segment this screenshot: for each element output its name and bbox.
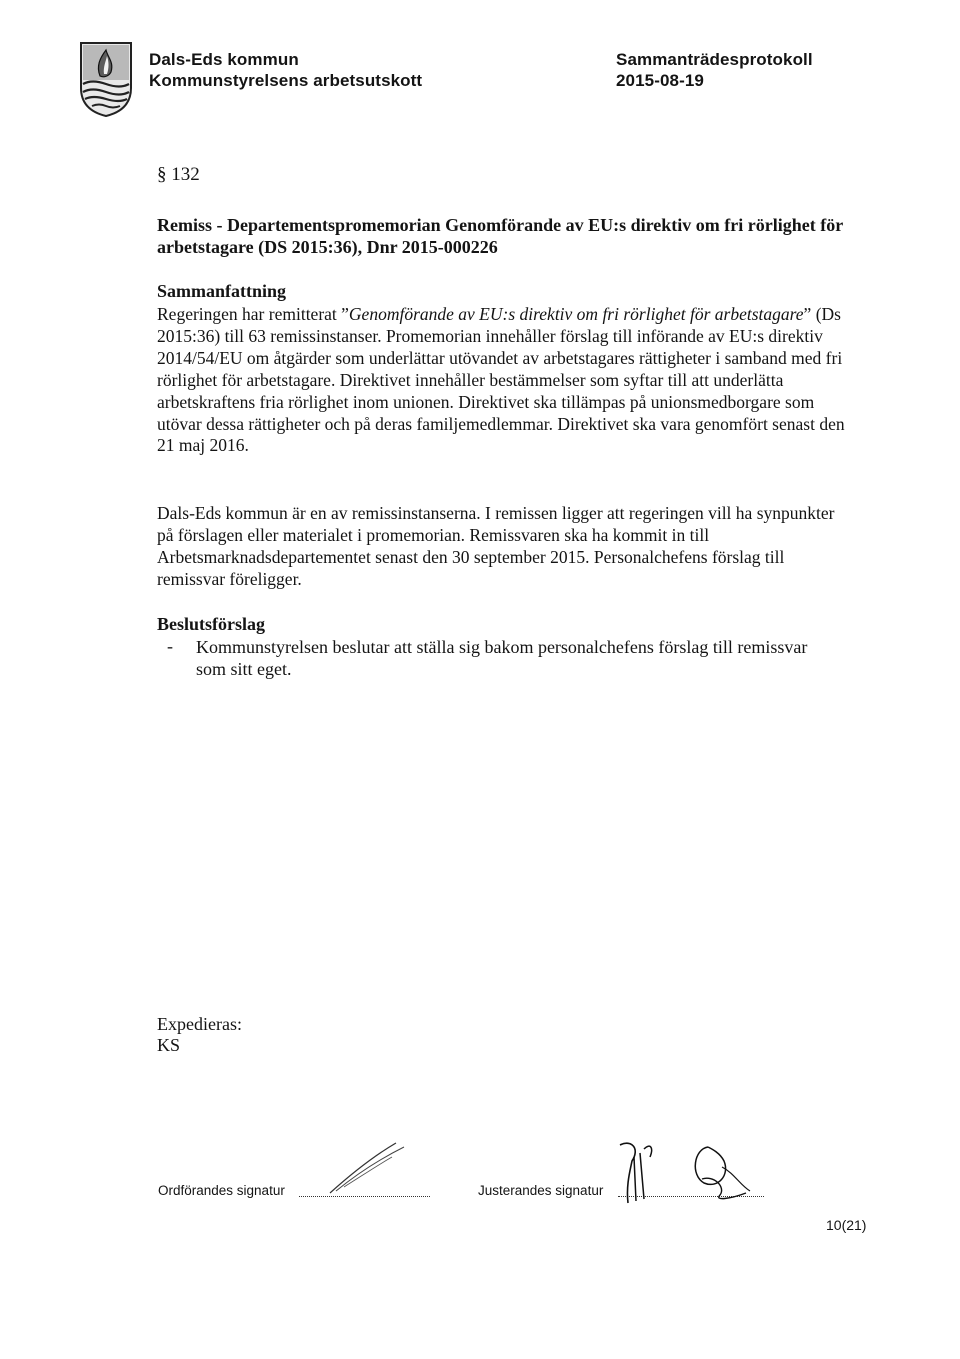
chair-signature-scribble <box>300 1135 420 1205</box>
org-name: Dals-Eds kommun <box>149 50 299 69</box>
proposal-bullet: - <box>167 636 173 656</box>
summary-heading: Sammanfattning <box>157 281 287 301</box>
summary-paragraph-2: Dals-Eds kommun är en av remissinstanserna. I remissen ligger att regeringen vill ha synpunkter på förslagen eller materialet i promemorian. Remissvaren ska ha kommit in till Arbetsmarknadsdepartementet senast den 30 september 2015. Personalchefens förslag till remissvar föreligger. <box>157 503 835 589</box>
page-number: 10(21) <box>826 1217 867 1233</box>
paragraph-number: § 132 <box>157 164 200 185</box>
proposal-item: Kommunstyrelsen beslutar att ställa sig bakom personalchefens förslag till remissvar som sitt eget. <box>196 637 808 679</box>
coat-of-arms-logo-icon <box>78 40 134 118</box>
dispatch-label: Expedieras: <box>157 1014 242 1034</box>
summary-paragraph-1 <box>157 304 852 457</box>
chair-signature-label: Ordförandes signatur <box>158 1183 285 1198</box>
adjuster-signature-scribble <box>610 1135 770 1207</box>
dispatch-value: KS <box>157 1035 181 1055</box>
meeting-date: 2015-08-19 <box>616 71 704 90</box>
proposal-heading: Beslutsförslag <box>157 614 265 634</box>
adjuster-signature-label: Justerandes signatur <box>478 1183 604 1198</box>
summary-text-rest: ” (Ds 2015:36) till 63 remissinstanser. Promemorian innehåller förslag till införande av EU:s direktiv 2014/54/EU om åtgärder som underlättar utövandet av arbetstagares rättigheter i samband med fri rörlighet för arbetstagare. Direktivet innehåller bestämmelser som syftar till att underlätta arbetskraftens fria rörlighet inom unionen. Direktivet ska tillämpas på unionsmedborgare som utövar dessa rättigheter och på deras familjemedlemmar. Direktivet ska vara genomfört senast den 21 maj 2016. <box>157 304 845 456</box>
document-type: Sammanträdesprotokoll <box>616 50 813 69</box>
item-title: Remiss - Departementspromemorian Genomförande av EU:s direktiv om fri rörlighet för arbetstagare (DS 2015:36), Dnr 2015-000226 <box>157 215 843 257</box>
summary-text-start: Regeringen har remitterat ” <box>157 304 349 324</box>
committee-name: Kommunstyrelsens arbetsutskott <box>149 71 423 90</box>
summary-italic-title: Genomförande av EU:s direktiv om fri rörlighet för arbetstagare <box>348 304 804 324</box>
